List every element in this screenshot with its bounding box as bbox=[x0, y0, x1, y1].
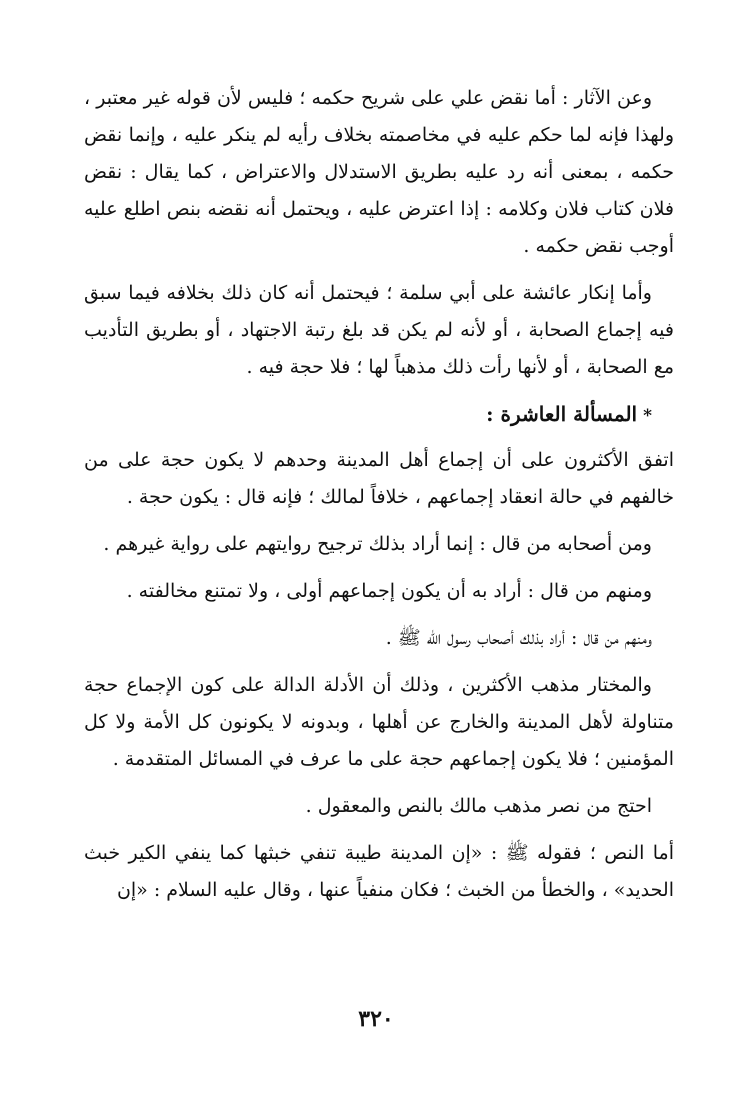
section-heading-text: المسألة العاشرة : bbox=[486, 402, 638, 426]
paragraph-athar: وعن الآثار : أما نقض علي على شريح حكمه ؛ فليس لأن قوله غير معتبر ، ولهذا فإنه لما حكم عليه في مخاصمته بخلاف رأيه لم ينكر عليه ، وإنما نقض حكمه ، بمعنى أنه رد عليه بطريق الاستدلال والاعتراض ، كما يقال : نقض فلان كتاب فلان وكلامه : إذا اعترض عليه ، ويحتمل أنه نقضه بنص اطلع عليه أوجب نقض حكمه . bbox=[84, 87, 674, 257]
paragraph-argument: احتج من نصر مذهب مالك بالنص والمعقول . bbox=[305, 795, 652, 817]
section-heading bbox=[84, 396, 674, 434]
paragraph-sahaba: ومنهم من قال : أراد بذلك أصحاب رسول الله ﷺ . bbox=[385, 627, 652, 649]
page-body bbox=[84, 80, 674, 919]
paragraph-agreement: اتفق الأكثرون على أن إجماع أهل المدينة وحدهم لا يكون حجة على من خالفهم في حالة انعقاد إجماعهم ، خلافاً لمالك ؛ فإنه قال : يكون حجة . bbox=[84, 449, 674, 508]
paragraph-chosen: والمختار مذهب الأكثرين ، وذلك أن الأدلة الدالة على كون الإجماع حجة متناولة لأهل المدينة والخارج عن أهلها ، وبدونه لا يكونون كل الأمة ولا كل المؤمنين ؛ فلا يكون إجماعهم حجة على ما عرف في المسائل المتقدمة . bbox=[84, 674, 674, 770]
page-number: ٣٢٠ bbox=[358, 1006, 394, 1032]
paragraph-aisha: وأما إنكار عائشة على أبي سلمة ؛ فيحتمل أنه كان ذلك بخلافه فيما سبق فيه إجماع الصحابة ، أو لأنه لم يكن قد بلغ رتبة الاجتهاد ، أو بطريق التأديب مع الصحابة ، أو لأنها رأت ذلك مذهباً لها ؛ فلا حجة فيه . bbox=[84, 282, 674, 378]
star-icon: * bbox=[643, 406, 652, 426]
paragraph-companions: ومن أصحابه من قال : إنما أراد بذلك ترجيح روايتهم على رواية غيرهم . bbox=[103, 533, 652, 555]
paragraph-priority: ومنهم من قال : أراد به أن يكون إجماعهم أولى ، ولا تمتنع مخالفته . bbox=[126, 580, 652, 602]
paragraph-text-proof: أما النص ؛ فقوله ﷺ : «إن المدينة طيبة تنفي خبثها كما ينفي الكير خبث الحديد» ، والخطأ من الخبث ؛ فكان منفياً عنها ، وقال عليه السلام : «إن bbox=[84, 842, 674, 901]
